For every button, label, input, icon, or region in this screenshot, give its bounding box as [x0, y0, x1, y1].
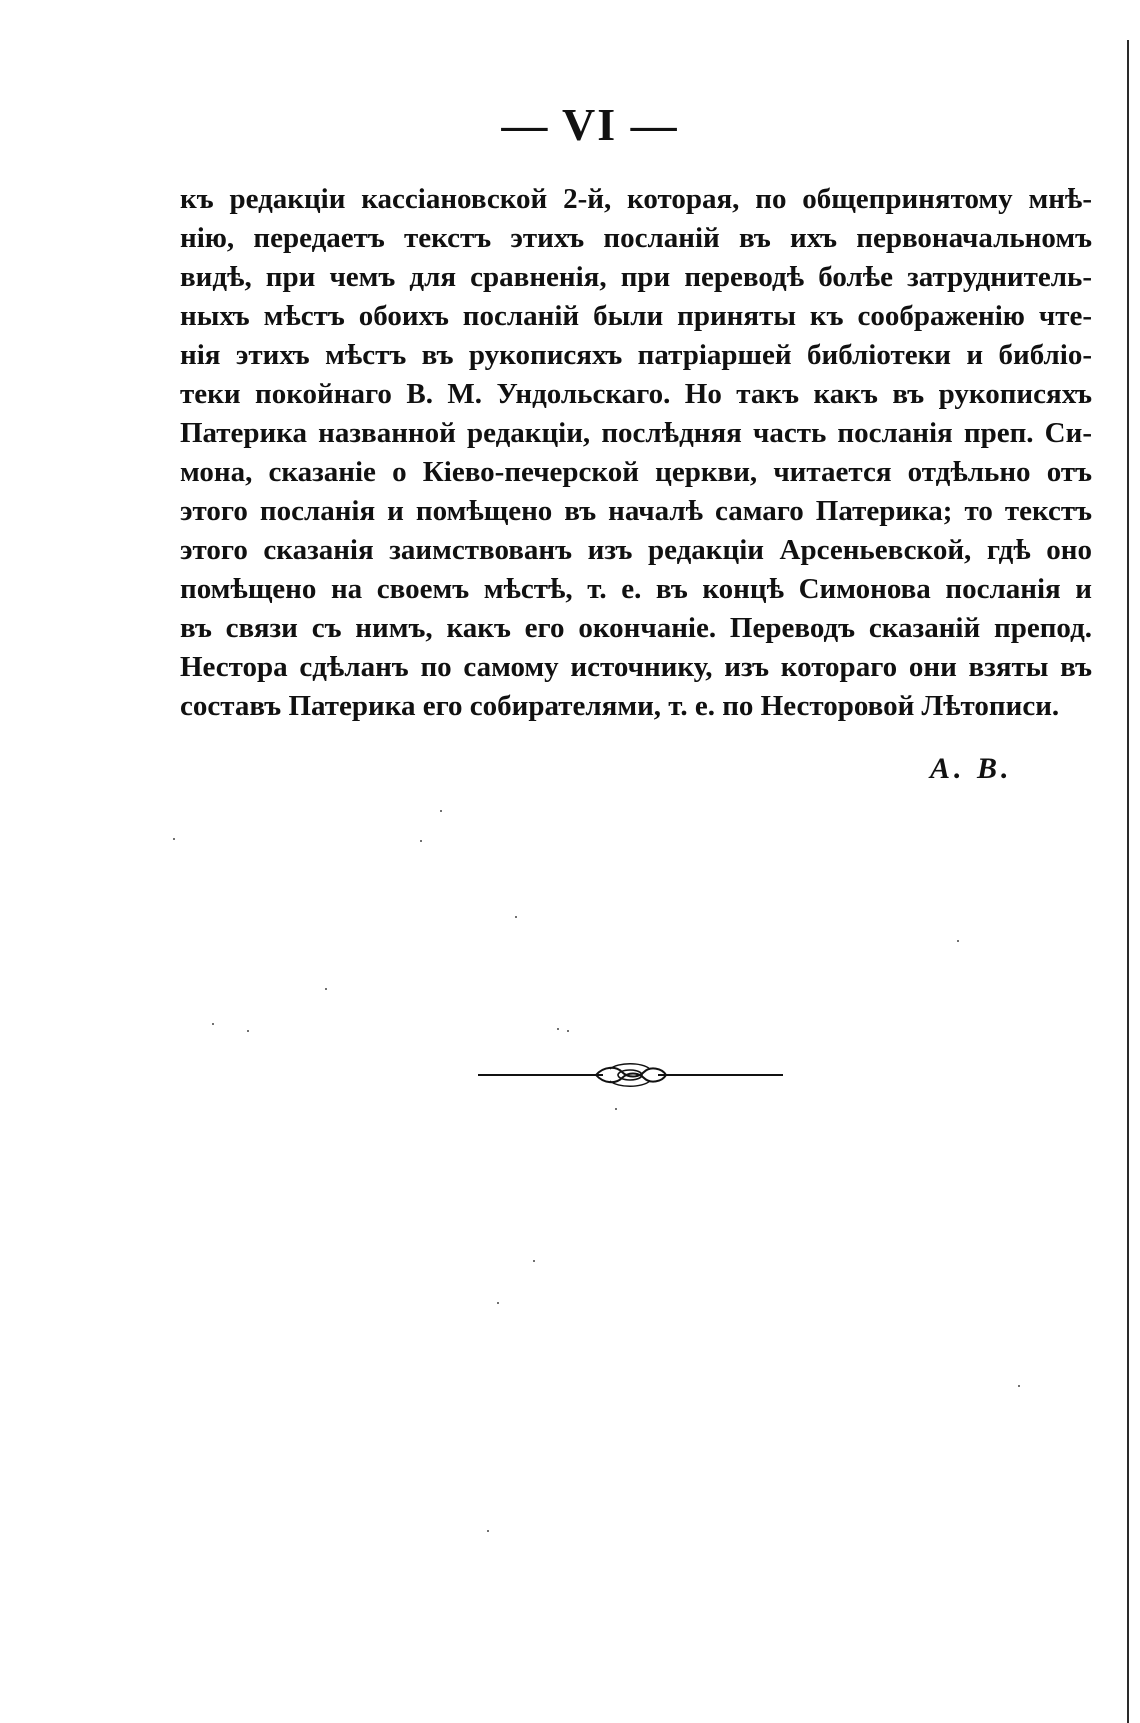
- text-line: помѣщено на своемъ мѣстѣ, т. е. въ концѣ Симонова посланія и: [180, 573, 1092, 605]
- scan-speck: [325, 988, 327, 990]
- text-line: этого посланія и помѣщено въ началѣ самаго Патерика; то текстъ: [180, 495, 1092, 527]
- text-line: мона, сказаніе о Кіево-печерской церкви, читается отдѣльно отъ: [180, 456, 1092, 488]
- scan-speck: [533, 1260, 535, 1262]
- text-line: къ редакціи кассіановской 2-й, которая, по общепринятому мнѣ-: [180, 183, 1092, 215]
- scan-speck: [487, 1530, 489, 1532]
- page-edge-line: [1127, 40, 1129, 1723]
- scan-speck: [1018, 1385, 1020, 1387]
- text-line: теки покойнаго В. М. Ундольскаго. Но такъ какъ въ рукописяхъ: [180, 378, 1092, 410]
- scan-speck: [173, 838, 175, 840]
- page-number: — VI —: [501, 99, 679, 150]
- scan-speck: [497, 1302, 499, 1304]
- scan-speck: [615, 1108, 617, 1110]
- text-line: Патерика названной редакціи, послѣдняя часть посланія преп. Си-: [180, 417, 1092, 449]
- text-line: составъ Патерика его собирателями, т. е. по Несторовой Лѣтописи.: [180, 690, 1060, 722]
- body-paragraph: [180, 180, 1092, 726]
- scan-speck: [957, 940, 959, 942]
- text-line: ныхъ мѣстъ обоихъ посланій были приняты къ соображенію чте-: [180, 300, 1092, 332]
- scan-speck: [212, 1023, 214, 1025]
- ornamental-rule-icon: [478, 1060, 783, 1090]
- text-line: нію, передаетъ текстъ этихъ посланій въ ихъ первоначальномъ: [180, 222, 1092, 254]
- scan-speck: [420, 840, 422, 842]
- text-line: нія этихъ мѣстъ въ рукописяхъ патріаршей библіотеки и библіо-: [180, 339, 1092, 371]
- text-line: этого сказанія заимствованъ изъ редакціи Арсеньевской, гдѣ оно: [180, 534, 1092, 566]
- text-line: Нестора сдѣланъ по самому источнику, изъ котораго они взяты въ: [180, 651, 1092, 683]
- text-line: видѣ, при чемъ для сравненія, при переводѣ болѣе затруднитель-: [180, 261, 1092, 293]
- scan-speck: [515, 916, 517, 918]
- text-line: въ связи съ нимъ, какъ его окончаніе. Переводъ сказаній препод.: [180, 612, 1092, 644]
- author-signature: А. В.: [930, 752, 1013, 785]
- scan-speck: [247, 1030, 249, 1032]
- scan-speck: [557, 1028, 559, 1030]
- scan-speck: [567, 1030, 569, 1032]
- scan-speck: [440, 810, 442, 812]
